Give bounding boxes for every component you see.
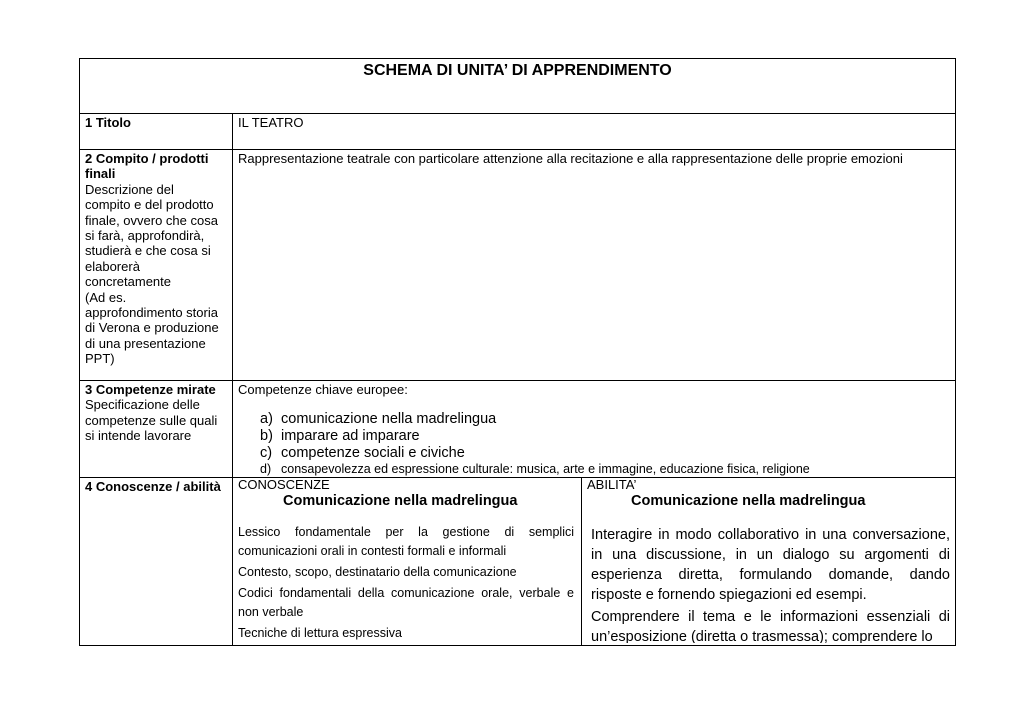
- conoscenze-item: Codici fondamentali della comunicazione orale, verbale e non verbale: [238, 586, 574, 619]
- compito-value: Rappresentazione teatrale con particolare attenzione alla recitazione e alla rappresentazione delle proprie emozioni: [238, 151, 903, 166]
- compito-label-line2: finali: [85, 166, 116, 182]
- compito-description-line: Descrizione del: [85, 181, 174, 197]
- compito-description-line: studierà e che cosa si: [85, 243, 211, 259]
- abilita-header: ABILITA’: [587, 477, 637, 492]
- row-divider: [79, 149, 956, 150]
- compito-label-line1: 2 Compito / prodotti: [85, 151, 209, 166]
- competenze-list-item: [260, 445, 465, 462]
- row-divider: [79, 113, 956, 114]
- competenze-label: 3 Competenze mirate: [85, 382, 216, 397]
- compito-description-line: di una presentazione: [85, 335, 206, 351]
- compito-description-line: approfondimento storia: [85, 305, 218, 321]
- conoscenze-header: CONOSCENZE: [238, 477, 330, 492]
- competenze-description-line: Specificazione delle: [85, 397, 200, 413]
- competenze-description-line: competenze sulle quali: [85, 412, 218, 428]
- compito-description-line: compito e del prodotto: [85, 197, 214, 213]
- table-border-bottom: [79, 645, 956, 646]
- conoscenze-list: [238, 523, 574, 643]
- conoscenze-title: Comunicazione nella madrelingua: [283, 493, 518, 509]
- conoscenze-abilita-divider: [581, 477, 582, 646]
- abilita-list: [591, 525, 950, 643]
- competenze-label-cell: [85, 382, 230, 444]
- row-divider: [79, 380, 956, 381]
- compito-description-line: elaborerà: [85, 258, 140, 274]
- list-item-text: competenze sociali e civiche: [281, 445, 465, 461]
- conoscenze-label: 4 Conoscenze / abilità: [85, 479, 221, 494]
- compito-description-line: PPT): [85, 351, 115, 367]
- list-marker: b): [260, 428, 273, 444]
- abilita-item: Interagire in modo collaborativo in una conversazione, in una discussione, in un dialogo su argomenti di esperienza diretta, formulando domande, dando risposte e fornendo spiegazioni ed esempi.: [591, 527, 950, 603]
- list-item-text: comunicazione nella madrelingua: [281, 411, 497, 427]
- label-column-divider: [232, 113, 233, 646]
- table-border-left: [79, 58, 80, 646]
- conoscenze-item: Contesto, scopo, destinatario della comunicazione: [238, 565, 517, 579]
- conoscenze-item: Lessico fondamentale per la gestione di semplici comunicazioni orali in contesti formali e informali: [238, 525, 574, 558]
- titolo-label: 1 Titolo: [85, 115, 131, 130]
- compito-description-line: finale, ovvero che cosa: [85, 212, 218, 228]
- list-marker: d): [260, 462, 272, 476]
- conoscenze-item: Tecniche di lettura espressiva: [238, 626, 402, 640]
- compito-description-line: concretamente: [85, 274, 171, 290]
- competenze-intro: Competenze chiave europee:: [238, 382, 408, 397]
- compito-description-line: si farà, approfondirà,: [85, 228, 205, 244]
- abilita-item: Comprendere il tema e le informazioni essenziali di un’esposizione (diretta o trasmessa); comprendere lo: [591, 609, 950, 643]
- compito-description-line: di Verona e produzione: [85, 320, 219, 336]
- titolo-value: IL TEATRO: [238, 115, 304, 130]
- competenze-list-item: [260, 462, 810, 477]
- unit-schema-table: [79, 58, 956, 646]
- page-title: SCHEMA DI UNITA’ DI APPRENDIMENTO: [363, 62, 672, 79]
- list-item-text: consapevolezza ed espressione culturale: musica, arte e immagine, educazione fisica, religione: [281, 462, 810, 476]
- competenze-list-item: [260, 411, 496, 428]
- compito-description-line: (Ad es.: [85, 289, 127, 305]
- compito-label-cell: [85, 151, 230, 367]
- list-marker: c): [260, 445, 273, 461]
- list-marker: a): [260, 411, 273, 427]
- competenze-description-line: si intende lavorare: [85, 428, 192, 444]
- competenze-list-item: [260, 428, 420, 445]
- table-border-right: [955, 58, 956, 646]
- table-border-top: [79, 58, 956, 59]
- list-item-text: imparare ad imparare: [281, 428, 420, 444]
- abilita-title: Comunicazione nella madrelingua: [631, 493, 866, 509]
